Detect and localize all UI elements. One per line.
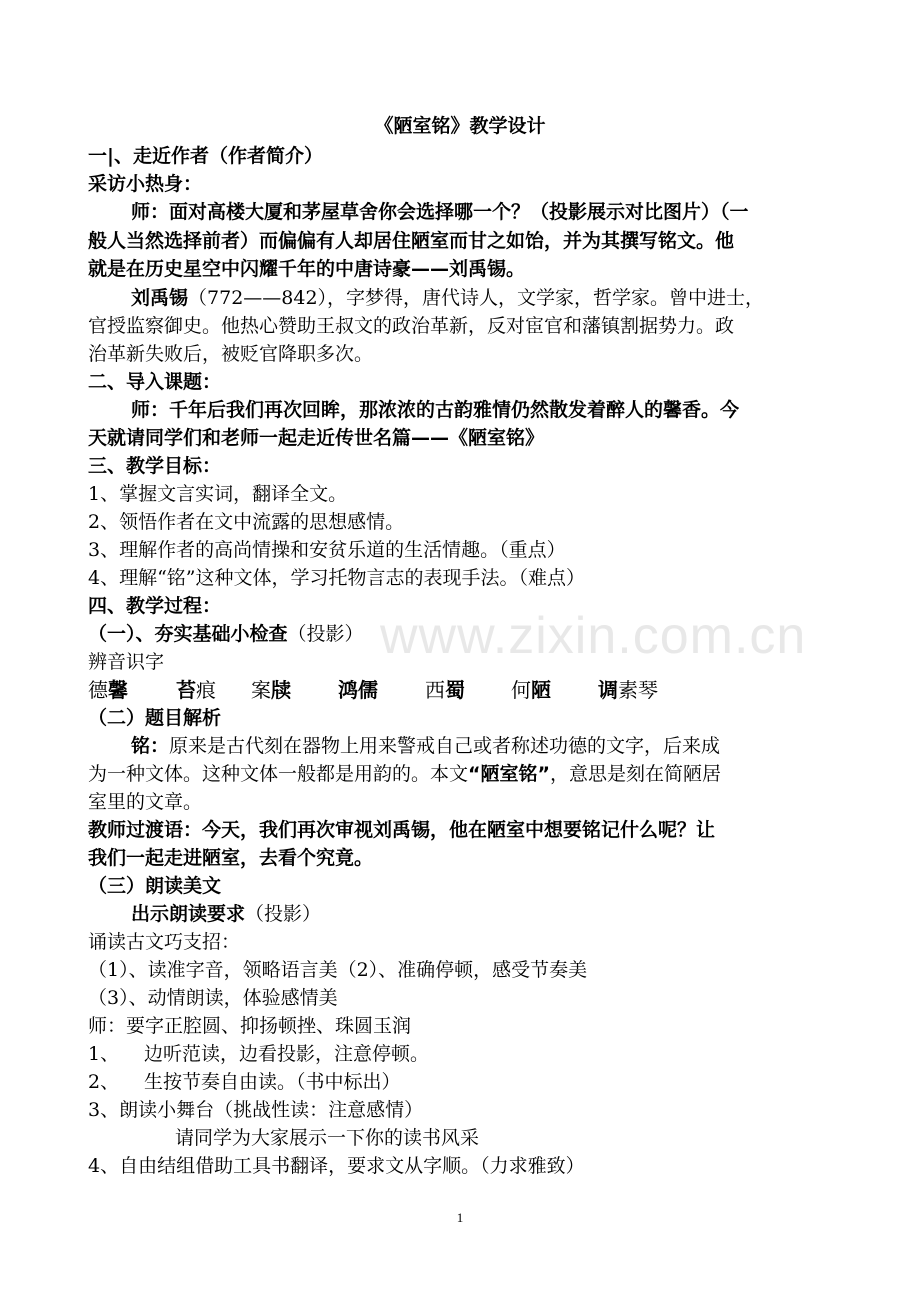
step-3-sub: 请同学为大家展示一下你的读书风采	[175, 1127, 480, 1149]
ming-line-1	[131, 732, 720, 760]
step-item: 1、 边听范读，边看投影，注意停顿。	[88, 1043, 430, 1065]
ming-label: 铭：	[131, 735, 170, 757]
author-bio-text: （772——842），字梦得，唐代诗人，文学家，哲学家。曾中进士，	[188, 287, 765, 309]
pinyin-word: 鸿儒	[338, 678, 378, 702]
pinyin-word: 案牍	[251, 678, 291, 702]
part-1-heading	[88, 620, 364, 648]
section-2-heading: 二、导入课题：	[88, 371, 222, 393]
teacher-line-2: 般人当然选择前者）而偏偏有人却居住陋室而甘之如饴，并为其撰写铭文。他	[88, 230, 735, 252]
section-4-heading: 四、教学过程：	[88, 595, 222, 617]
pinyin-word: 调素琴	[598, 678, 658, 702]
ming-text: 原来是古代刻在器物上用来警戒自己或者称述功德的文字，后来成	[169, 735, 721, 757]
watermark: www.zixin.com.cn	[380, 607, 807, 665]
teacher-line-1: 师：面对高楼大厦和茅屋草舍你会选择哪一个？（投影展示对比图片）（一	[131, 201, 749, 223]
tips-line-2: （3）、动情朗读，体验感情美	[88, 987, 338, 1009]
document-title: 《陋室铭》教学设计	[374, 115, 546, 137]
pinyin-word: 何陋	[511, 678, 551, 702]
step-item: 3、朗读小舞台（挑战性读：注意感情）	[88, 1099, 424, 1121]
step-item: 4、自由结组借助工具书翻译，要求文从字顺。（力求雅致）	[88, 1155, 585, 1177]
author-name: 刘禹锡	[131, 287, 189, 309]
ming-line-3: 室里的文章。	[88, 791, 203, 813]
goal-item: 3、理解作者的高尚情操和安贫乐道的生活情趣。（重点）	[88, 539, 566, 561]
pinyin-word: 西蜀	[425, 678, 465, 702]
goal-item: 2、领悟作者在文中流露的思想感情。	[88, 511, 405, 533]
goal-item: 1、掌握文言实词，翻译全文。	[88, 483, 348, 505]
intro-line-2: 天就请同学们和老师一起走近传世名篇——《陋室铭》	[88, 427, 545, 449]
page-number: 1	[456, 1210, 464, 1225]
pinyin-word: 德馨	[88, 678, 128, 702]
reading-req-note: （投影）	[245, 903, 322, 925]
part-1-title: （一）、夯实基础小检查	[88, 623, 288, 645]
part-2-heading: （二）题目解析	[88, 707, 222, 729]
reading-requirements	[131, 900, 321, 928]
intro-line-1: 师：千年后我们再次回眸，那浓浓的古韵雅情仍然散发着醉人的馨香。今	[131, 399, 740, 421]
part-3-heading: （三）朗读美文	[88, 875, 222, 897]
step-item: 2、 生按节奏自由读。（书中标出）	[88, 1071, 401, 1093]
ming-line-2: 为一种文体。这种文体一般都是用韵的。本文“陋室铭”，意思是刻在简陋居	[88, 763, 722, 785]
pinyin-label: 辨音识字	[88, 651, 165, 673]
goal-item: 4、理解“铭”这种文体，学习托物言志的表现手法。（难点）	[88, 567, 586, 589]
pinyin-word: 苔痕	[176, 678, 216, 702]
author-bio-line-3: 治革新失败后，被贬官降职多次。	[88, 343, 374, 365]
teacher-line-3: 就是在历史星空中闪耀千年的中唐诗豪——刘禹锡。	[88, 258, 526, 280]
transition-line-1: 教师过渡语：今天，我们再次审视刘禹锡，他在陋室中想要铭记什么呢？让	[88, 819, 716, 841]
author-bio-line-1	[131, 284, 764, 312]
section-1-heading: 一|、走近作者（作者简介）	[88, 145, 323, 167]
transition-line-2: 我们一起走进陋室，去看个究竟。	[88, 847, 374, 869]
section-3-heading: 三、教学目标：	[88, 455, 222, 477]
part-1-note: （投影）	[287, 623, 364, 645]
reading-req-title: 出示朗读要求	[131, 903, 246, 925]
author-bio-line-2: 官授监察御史。他热心赞助王叔文的政治革新，反对宦官和藩镇割据势力。政	[88, 315, 735, 337]
tips-line-1: （1）、读准字音，领略语言美（2）、准确停顿，感受节奏美	[88, 959, 588, 981]
teacher-tip: 师：要字正腔圆、抑扬顿挫、珠圆玉润	[88, 1015, 412, 1037]
section-1-subheading: 采访小热身：	[88, 173, 203, 195]
tips-label: 诵读古文巧支招：	[88, 931, 241, 953]
